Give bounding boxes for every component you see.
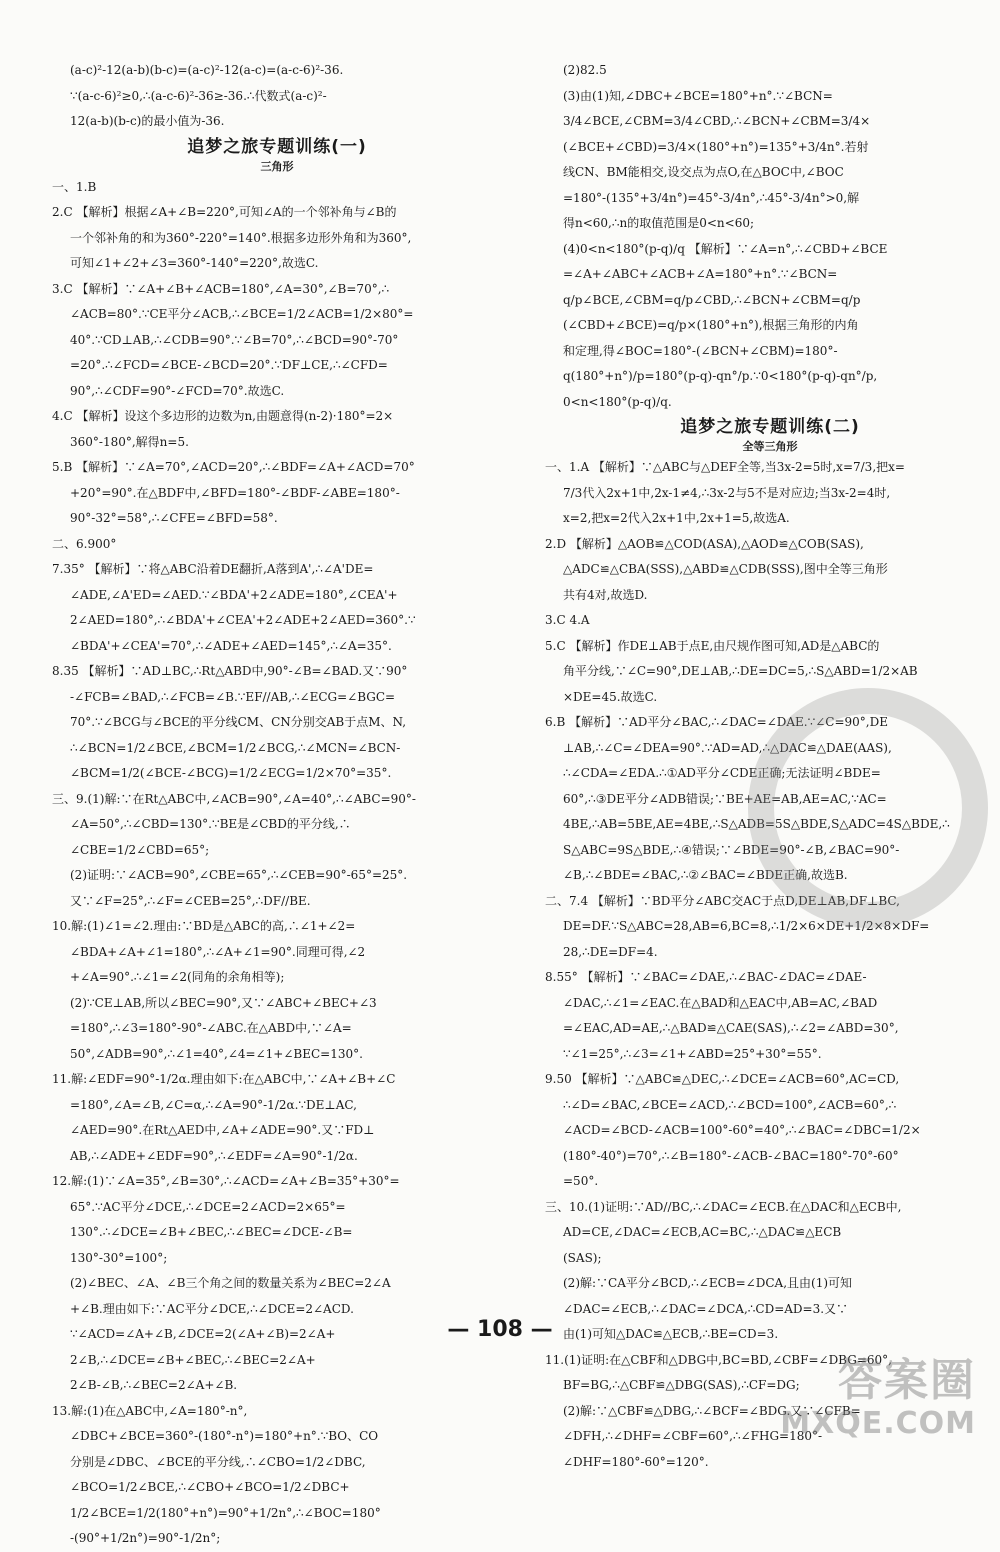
- text-line: 11.(1)证明:在△CBF和△DBG中,BC=BD,∠CBF=∠DBG=60°,: [545, 1352, 892, 1367]
- text-line: (2)证明:∵∠ACB=90°,∠CBE=65°,∴∠CEB=90°-65°=25°.: [70, 868, 408, 882]
- text-line: 5.B 【解析】∵∠A=70°,∠ACD=20°,∴∠BDF=∠A+∠ACD=70°: [52, 460, 415, 474]
- text-line: (SAS);: [563, 1250, 602, 1265]
- text-line: =∠A+∠ABC+∠ACB+∠A=180°+n°.∵∠BCN=: [563, 267, 838, 281]
- text-line: =180°,∴∠3=180°-90°-∠ABC.在△ABD中,∵∠A=: [70, 1021, 352, 1035]
- text-line: 40°.∵CD⊥AB,∴∠CDB=90°.∵∠B=70°,∴∠BCD=90°-70°: [70, 332, 399, 347]
- text-line: 由(1)可知△DAC≌△ECB,∴BE=CD=3.: [563, 1327, 779, 1341]
- text-line: 二、7.4 【解析】∵BD平分∠ABC交AC于点D,DE⊥AB,DF⊥BC,: [545, 893, 900, 908]
- text-line: ∴∠CDA=∠EDA.∴①AD平分∠CDE正确;无法证明∠BDE=: [563, 766, 881, 780]
- text-line: 6.B 【解析】∵AD平分∠BAC,∴∠DAC=∠DAE.∵∠C=90°,DE: [545, 715, 888, 729]
- text-line: q/p∠BCE,∠CBM=q/p∠CBD,∴∠BCN+∠CBM=q/p: [563, 292, 861, 307]
- text-line: 12(a-b)(b-c)的最小值为-36.: [70, 114, 225, 128]
- text-line: =50°.: [563, 1174, 599, 1188]
- section-title-1: 追梦之旅专题训练(一): [187, 136, 367, 157]
- text-line: 一、1.A 【解析】∵△ABC与△DEF全等,当3x-2=5时,x=7/3,把x=: [545, 460, 905, 474]
- text-line: =20°.∴∠FCD=∠BCE-∠BCD=20°.∵DF⊥CE,∴∠CFD=: [70, 358, 388, 372]
- text-line: 2.C 【解析】根据∠A+∠B=220°,可知∠A的一个邻补角与∠B的: [52, 205, 397, 219]
- text-line: ∠AED=90°.在Rt△AED中,∠A+∠ADE=90°.又∵FD⊥: [70, 1123, 375, 1137]
- text-line: =180°,∠A=∠B,∠C=α,∴∠A=90°-1/2α.∵DE⊥AC,: [70, 1097, 357, 1112]
- text-line: ∠BDA'+∠CEA'=70°,∴∠ADE+∠AED=145°,∴∠A=35°.: [70, 638, 392, 653]
- text-line: S△ABC=9S△BDE,∴④错误;∵∠BDE=90°-∠B,∠BAC=90°-: [563, 842, 900, 857]
- text-line: 65°.∵AC平分∠DCE,∴∠DCE=2∠ACD=2×65°=: [70, 1199, 346, 1214]
- text-line: 360°-180°,解得n=5.: [70, 434, 189, 449]
- text-line: 7/3代入2x+1中,2x-1≠4,∴3x-2与5不是对应边;当3x-2=4时,: [563, 485, 891, 500]
- text-line: -∠FCB=∠BAD,∴∠FCB=∠B.∵EF//AB,∴∠ECG=∠BGC=: [70, 689, 396, 704]
- text-line: 和定理,得∠BOC=180°-(∠BCN+∠CBM)=180°-: [563, 343, 838, 358]
- text-line: 三、9.(1)解:∵在Rt△ABC中,∠ACB=90°,∠A=40°,∴∠ABC=90°-: [52, 791, 416, 806]
- site-watermark: [780, 1355, 976, 1441]
- text-line: 线CN、BM能相交,设交点为点O,在△BOC中,∠BOC: [563, 165, 844, 179]
- text-line: ∠ACB=80°.∵CE平分∠ACB,∴∠BCE=1/2∠ACB=1/2×80°=: [70, 307, 414, 321]
- text-line: ×DE=45.故选C.: [563, 689, 658, 704]
- text-line: (∠CBD+∠BCE)=q/p×(180°+n°),根据三角形的内角: [563, 318, 859, 332]
- section-1-answers: [52, 175, 502, 1552]
- text-line: 2∠B-∠B,∴∠BEC=2∠A+∠B.: [70, 1378, 238, 1392]
- text-line: 8.35 【解析】∵AD⊥BC,∴Rt△ABD中,90°-∠B=∠BAD.又∵90°: [52, 664, 408, 678]
- text-line: 2.D 【解析】△AOB≌△COD(ASA),△AOD≌△COB(SAS),: [545, 536, 864, 551]
- text-line: 130°.∴∠DCE=∠B+∠BEC,∴∠BEC=∠DCE-∠B=: [70, 1225, 353, 1239]
- text-line: 5.C 【解析】作DE⊥AB于点E,由尺规作图可知,AD是△ABC的: [545, 638, 880, 653]
- text-line: x=2,把x=2代入2x+1中,2x+1=5,故选A.: [563, 511, 790, 525]
- page-number: — 108 —: [447, 1317, 553, 1342]
- text-line: =180°-(135°+3/4n°)=45°-3/4n°,∴45°-3/4n°>0,解: [563, 190, 860, 205]
- text-line: ∠BCO=1/2∠BCE,∴∠CBO+∠BCO=1/2∠DBC+: [70, 1480, 350, 1494]
- text-line: ∵(a-c-6)²≥0,∴(a-c-6)²-36≥-36.∴代数式(a-c)²-: [70, 88, 327, 103]
- text-line: DE=DF.∵S△ABC=28,AB=6,BC=8,∴1/2×6×DE+1/2×8×DF=: [563, 919, 930, 933]
- text-line: ∠DAC=∠ECB,∴∠DAC=∠DCA,∴CD=AD=3.又∵: [563, 1301, 849, 1316]
- text-line: -(90°+1/2n°)=90°-1/2n°;: [70, 1531, 221, 1545]
- text-line: 得n<60,∴n的取值范围是0<n<60;: [563, 216, 755, 230]
- section-subtitle-2: 全等三角形: [742, 440, 798, 453]
- text-line: (180°-40°)=70°,∴∠B=180°-∠ACB-∠BAC=180°-70°-60°: [563, 1148, 899, 1163]
- text-line: ∠BCM=1/2(∠BCE-∠BCG)=1/2∠ECG=1/2×70°=35°.: [70, 766, 392, 780]
- text-line: 2∠AED=180°,∴∠BDA'+∠CEA'+2∠ADE+2∠AED=360°.∵: [70, 613, 416, 627]
- text-line: +∠A=90°.∴∠1=∠2(同角的余角相等);: [70, 970, 285, 984]
- text-line: ∴∠BCN=1/2∠BCE,∠BCM=1/2∠BCG,∴∠MCN=∠BCN-: [70, 740, 401, 755]
- text-line: 一、1.B: [52, 179, 97, 194]
- text-line: 共有4对,故选D.: [563, 587, 648, 602]
- text-line: 三、10.(1)证明:∵AD//BC,∴∠DAC=∠ECB.在△DAC和△ECB中,: [545, 1199, 902, 1214]
- text-line: (2)∵CE⊥AB,所以∠BEC=90°,又∵∠ABC+∠BEC+∠3: [70, 995, 377, 1010]
- watermark-logo-text: 答案圈: [838, 1355, 976, 1406]
- intro-text: [52, 58, 502, 135]
- text-line: 7.35° 【解析】∵将△ABC沿着DE翻折,A落到A',∴∠A'DE=: [52, 562, 374, 576]
- text-line: 70°.∵∠BCG与∠BCE的平分线CM、CN分别交AB于点M、N,: [70, 715, 407, 729]
- text-line: 60°,∴③DE平分∠ADB错误;∵BE+AE=AB,AE=AC,∵AC=: [563, 791, 887, 806]
- text-line: ∠CBE=1/2∠CBD=65°;: [70, 842, 210, 857]
- text-line: (2)∠BEC、∠A、∠B三个角之间的数量关系为∠BEC=2∠A: [70, 1276, 391, 1290]
- text-line: (a-c)²-12(a-b)(b-c)=(a-c)²-12(a-c)=(a-c-6)²-36.: [70, 63, 344, 77]
- text-line: ∠ADE,∠A'ED=∠AED.∵∠BDA'+2∠ADE=180°,∠CEA'+: [70, 587, 398, 602]
- text-line: ⊥AB,∴∠C=∠DEA=90°.∵AD=AD,∴△DAC≌△DAE(AAS),: [563, 740, 892, 755]
- text-line: 50°,∠ADB=90°,∴∠1=40°,∠4=∠1+∠BEC=130°.: [70, 1046, 363, 1061]
- text-line: ∠DBC+∠BCE=360°-(180°-n°)=180°+n°.∵BO、CO: [70, 1429, 379, 1443]
- text-line: 90°-32°=58°,∴∠CFE=∠BFD=58°.: [70, 511, 278, 525]
- watermark-url: MXQE.COM: [780, 1406, 976, 1441]
- text-line: BF=BG,∴△CBF≌△DBG(SAS),∴CF=DG;: [563, 1378, 800, 1392]
- stamp-seal: [748, 688, 988, 928]
- text-line: 12.解:(1)∵∠A=35°,∠B=30°,∴∠ACD=∠A+∠B=35°+30°=: [52, 1174, 400, 1188]
- text-line: 90°,∴∠CDF=90°-∠FCD=70°.故选C.: [70, 383, 285, 398]
- text-line: ∠DHF=180°-60°=120°.: [563, 1454, 709, 1469]
- text-line: AD=CE,∠DAC=∠ECB,AC=BC,∴△DAC≌△ECB: [563, 1225, 842, 1239]
- text-line: (4)0<n<180°(p-q)/q 【解析】∵∠A=n°,∴∠CBD+∠BCE: [563, 241, 888, 256]
- text-line: (2)82.5: [563, 63, 607, 77]
- text-line: ∠B,∴∠BDE=∠BAC,∴②∠BAC=∠BDE正确,故选B.: [563, 868, 848, 882]
- text-line: 可知∠1+∠2+∠3=360°-140°=220°,故选C.: [70, 256, 319, 270]
- text-line: ∠ACD=∠BCD-∠ACB=100°-60°=40°,∴∠BAC=∠DBC=1/2×: [563, 1123, 921, 1137]
- section-subtitle-1: 三角形: [260, 159, 294, 173]
- text-line: ∠A=50°,∴∠CBD=130°.∵BE是∠CBD的平分线,∴: [70, 817, 351, 831]
- text-line: (2)解:∵CA平分∠BCD,∴∠ECB=∠DCA,且由(1)可知: [563, 1276, 853, 1290]
- text-line: 又∵∠F=25°,∴∠F=∠CEB=25°,∴DF//BE.: [70, 893, 311, 908]
- text-line: 8.55° 【解析】∵∠BAC=∠DAE,∴∠BAC-∠DAC=∠DAE-: [545, 970, 867, 984]
- text-line: (3)由(1)知,∠DBC+∠BCE=180°+n°.∵∠BCN=: [563, 88, 833, 103]
- text-line: 分别是∠DBC、∠BCE的平分线,∴∠CBO=1/2∠DBC,: [70, 1454, 366, 1469]
- text-line: (∠BCE+∠CBD)=3/4×(180°+n°)=135°+3/4n°.若射: [563, 139, 869, 154]
- text-line: AB,∴∠ADE+∠EDF=90°,∴∠EDF=∠A=90°-1/2α.: [70, 1148, 358, 1163]
- text-line: ∠BDA+∠A+∠1=180°,∴∠A+∠1=90°.同理可得,∠2: [70, 944, 366, 959]
- text-line: 11.解:∠EDF=90°-1/2α.理由如下:在△ABC中,∵∠A+∠B+∠C: [52, 1072, 396, 1086]
- text-line: =∠EAC,AD=AE,∴△BAD≌△CAE(SAS),∴∠2=∠ABD=30°,: [563, 1021, 899, 1035]
- text-line: 一个邻补角的和为360°-220°=140°.根据多边形外角和为360°,: [70, 230, 412, 245]
- text-line: 10.解:(1)∠1=∠2.理由:∵BD是△ABC的高,∴∠1+∠2=: [52, 919, 356, 933]
- text-line: 9.50 【解析】∵△ABC≌△DEC,∴∠DCE=∠ACB=60°,AC=CD,: [545, 1072, 900, 1086]
- text-line: ∵∠1=25°,∴∠3=∠1+∠ABD=25°+30°=55°.: [563, 1046, 822, 1061]
- text-line: 1/2∠BCE=1/2(180°+n°)=90°+1/2n°,∴∠BOC=180°: [70, 1505, 381, 1520]
- text-line: ∵∠ACD=∠A+∠B,∠DCE=2(∠A+∠B)=2∠A+: [70, 1327, 336, 1341]
- text-line: ∴∠D=∠BAC,∠BCE=∠ACD,∴∠BCD=100°,∠ACB=60°,∴: [563, 1097, 897, 1112]
- text-line: 2∠B,∴∠DCE=∠B+∠BEC,∴∠BEC=2∠A+: [70, 1352, 316, 1367]
- text-line: 4BE,∴AB=5BE,AE=4BE,∴S△ADB=5S△BDE,S△ADC=4S△BDE,∴: [563, 817, 950, 831]
- text-line: 13.解:(1)在△ABC中,∠A=180°-n°,: [52, 1403, 248, 1418]
- text-line: (2)解:∵△CBF≌△DBG,∴∠BCF=∠BDG.又∵∠CFB=: [563, 1403, 861, 1418]
- section-1-answers-continued: [545, 58, 995, 415]
- text-line: 4.C 【解析】设这个多边形的边数为n,由题意得(n-2)·180°=2×: [52, 409, 394, 423]
- text-line: 0<n<180°(p-q)/q.: [563, 394, 672, 409]
- text-line: +20°=90°.在△BDF中,∠BFD=180°-∠BDF-∠ABE=180°-: [70, 485, 400, 500]
- text-line: 3.C 【解析】∵∠A+∠B+∠ACB=180°,∠A=30°,∠B=70°,∴: [52, 281, 390, 296]
- text-line: q(180°+n°)/p=180°(p-q)-qn°/p.∵0<180°(p-q)-qn°/p,: [563, 369, 878, 383]
- text-line: 3.C 4.A: [545, 613, 590, 627]
- text-line: △ADC≌△CBA(SSS),△ABD≌△CDB(SSS),图中全等三角形: [563, 562, 888, 576]
- text-line: ∠DAC,∴∠1=∠EAC.在△BAD和△EAC中,AB=AC,∠BAD: [563, 995, 878, 1010]
- section-title-2: 追梦之旅专题训练(二): [680, 417, 860, 437]
- text-line: ∠DFH,∴∠DHF=∠CBF=60°,∴∠FHG=180°-: [563, 1429, 823, 1443]
- text-line: 角平分线,∵∠C=90°,DE⊥AB,∴DE=DC=5,∴S△ABD=1/2×AB: [563, 664, 918, 678]
- text-line: 二、6.900°: [52, 536, 117, 551]
- text-line: +∠B.理由如下:∵AC平分∠DCE,∴∠DCE=2∠ACD.: [70, 1301, 354, 1316]
- text-line: 130°-30°=100°;: [70, 1250, 168, 1265]
- text-line: 3/4∠BCE,∠CBM=3/4∠CBD,∴∠BCN+∠CBM=3/4×: [563, 114, 871, 128]
- text-line: 28,∴DE=DF=4.: [563, 944, 658, 959]
